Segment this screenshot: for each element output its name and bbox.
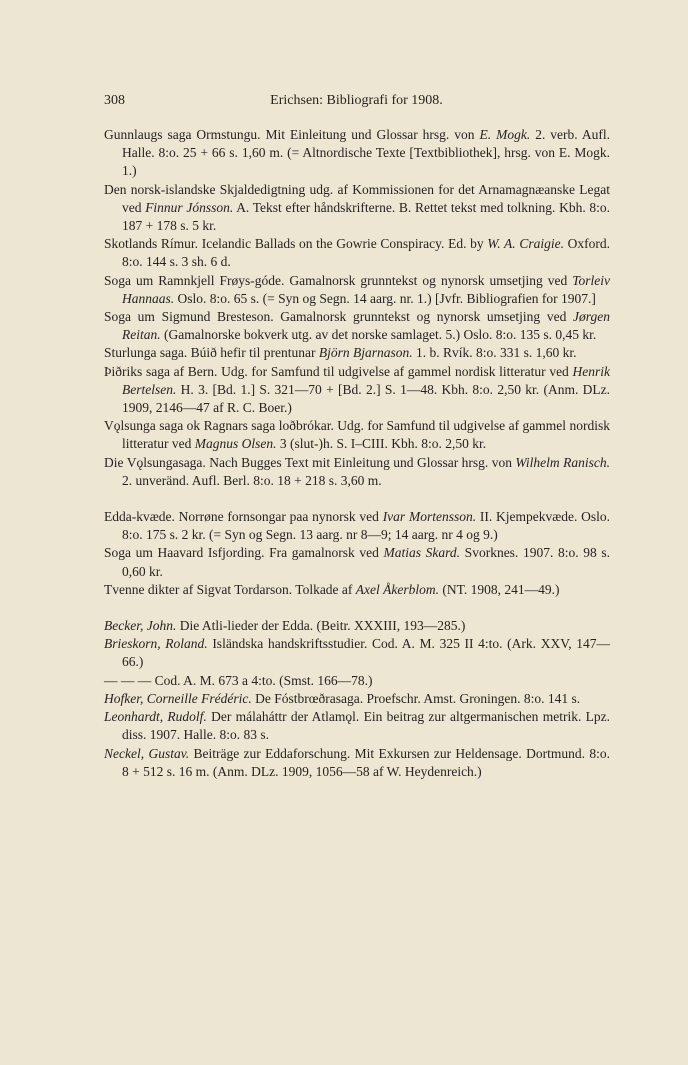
bibliography-entry	[104, 344, 610, 362]
bibliography-entry	[104, 235, 610, 271]
entry-author-editor: Matias Skard.	[383, 545, 461, 561]
entry-text: Tvenne dikter af Sigvat Tordarson. Tolkade af	[104, 581, 356, 597]
entry-text: Sturlunga saga. Búið hefir til prentunar	[104, 345, 319, 361]
entry-author-editor: Magnus Olsen.	[194, 436, 277, 452]
entry-author-editor: Axel Åkerblom.	[355, 581, 440, 597]
section-gap	[104, 599, 610, 617]
entry-text: (Gamalnorske bokverk utg. av det norske samlaget. 5.) Oslo. 8:o. 135 s. 0,45 kr.	[160, 327, 597, 343]
entry-text: Oslo. 8:o. 65 s. (= Syn og Segn. 14 aarg. nr. 1.) [Jvfr. Bibliografien for 1907.]	[174, 290, 596, 306]
bibliography-entry	[104, 617, 610, 635]
entry-text: Vǫlsunga saga ok Ragnars saga loðbrókar. Udg. for Samfund til udgivelse af gammel nordisk litteratur ved	[104, 418, 610, 452]
section-gap	[104, 490, 610, 508]
bibliography-entry	[104, 272, 610, 308]
bibliography-entry	[104, 454, 610, 490]
page-number: 308	[104, 93, 125, 108]
entry-text: Soga um Sigmund Bresteson. Gamalnorsk grunntekst og nynorsk umsetjing ved	[104, 309, 573, 325]
bibliography-entry	[104, 126, 610, 181]
bibliography-entry	[104, 417, 610, 453]
bibliography-entry	[104, 508, 610, 544]
entry-author-editor: Wilhelm Ranisch.	[515, 454, 610, 470]
entry-text: Die Vǫlsungasaga. Nach Bugges Text mit Einleitung und Glossar hrsg. von	[104, 454, 516, 470]
entry-text: 1. b. Rvík. 8:o. 331 s. 1,60 kr.	[412, 345, 577, 361]
entry-author-editor: Torleiv Hannaas.	[122, 272, 610, 306]
entry-text: Den norsk-islandske Skjaldedigtning udg. af Kommissionen for det Arnamagnæanske Legat ved	[104, 181, 610, 215]
bibliography-entry	[104, 635, 610, 671]
entry-author-editor: Leonhardt, Rudolf.	[104, 709, 207, 725]
entry-author-editor: W. A. Craigie.	[487, 236, 564, 252]
entry-text: Svorknes. 1907. 8:o. 98 s. 0,60 kr.	[122, 545, 610, 579]
entry-author-editor: Jørgen Reitan.	[122, 309, 610, 343]
bibliography-entry	[104, 308, 610, 344]
bibliography-body	[104, 126, 610, 781]
entry-text: (NT. 1908, 241—49.)	[439, 581, 560, 597]
bibliography-entry	[104, 544, 610, 580]
entry-text: A. Tekst efter håndskrifterne. B. Rettet tekst med tolkning. Kbh. 8:o. 187 + 178 s. 5 kr.	[122, 199, 611, 234]
bibliography-entry	[104, 581, 610, 599]
entry-text: Der málaháttr der Atlamǫl. Ein beitrag zur altgermanischen metrik. Lpz. diss. 1907. Halle. 8:o. 83 s.	[122, 709, 610, 743]
entry-author-editor: Neckel, Gustav.	[104, 745, 190, 761]
entry-author-editor: Becker, John.	[104, 618, 177, 634]
entry-text: Skotlands Rímur. Icelandic Ballads on the Gowrie Conspiracy. Ed. by	[104, 236, 488, 252]
entry-author-editor: Brieskorn, Roland.	[104, 636, 208, 652]
entry-text: Isländska handskriftsstudier. Cod. A. M. 325 II 4:to. (Ark. XXV, 147—66.)	[122, 636, 610, 670]
entry-text: Die Atli-lieder der Edda. (Beitr. XXXIII, 193—285.)	[176, 618, 466, 634]
entry-text: Beiträge zur Eddaforschung. Mit Exkursen zur Heldensage. Dortmund. 8:o. 8 + 512 s. 16 m. (Anm. DLz. 1909, 1056—58 af W. Heydenreich.)	[122, 745, 611, 779]
bibliography-entry	[104, 672, 610, 690]
entry-text: H. 3. [Bd. 1.] S. 321—70 + [Bd. 2.] S. 1—48. Kbh. 8:o. 2,50 kr. (Anm. DLz. 1909, 2146—47 af R. C. Boer.)	[122, 381, 610, 416]
entry-text: Soga um Ramnkjell Frøys-góde. Gamalnorsk grunntekst og nynorsk umsetjing ved	[104, 272, 573, 288]
entry-text: 2. unveränd. Aufl. Berl. 8:o. 18 + 218 s. 3,60 m.	[122, 472, 382, 488]
entry-author-editor: Hofker, Corneille Frédéric.	[104, 690, 252, 706]
entry-text: De Fóstbrœðrasaga. Proefschr. Amst. Groningen. 8:o. 141 s.	[251, 690, 581, 706]
entry-text: Þiðriks saga af Bern. Udg. for Samfund til udgivelse af gammel nordisk litteratur ved	[104, 363, 573, 379]
entry-author-editor: Ivar Mortensson.	[382, 509, 477, 525]
entry-text: 2. verb. Aufl. Halle. 8:o. 25 + 66 s. 1,60 m. (= Altnordische Texte [Textbibliothek], hrsg. von E. Mogk. 1.)	[122, 127, 611, 179]
bibliography-entry	[104, 708, 610, 744]
entry-author-editor: Finnur Jónsson.	[145, 199, 234, 215]
entry-author-editor: E. Mogk.	[479, 127, 531, 142]
entry-text: Gunnlaugs saga Ormstungu. Mit Einleitung und Glossar hrsg. von	[104, 127, 480, 142]
entry-text: Soga um Haavard Isfjording. Fra gamalnorsk ved	[104, 545, 384, 561]
entries-section-translations	[104, 508, 610, 599]
entry-author-editor: Henrik Bertelsen.	[122, 363, 610, 397]
bibliography-entry	[104, 745, 610, 781]
running-title: Erichsen: Bibliografi for 1908.	[270, 93, 443, 108]
entries-section-editions	[104, 126, 610, 490]
entry-text: Oxford. 8:o. 144 s. 3 sh. 6 d.	[122, 236, 610, 270]
bibliography-entry	[104, 363, 610, 418]
bibliography-entry	[104, 690, 610, 708]
bibliography-entry	[104, 181, 610, 236]
entries-section-studies	[104, 617, 610, 781]
page-header	[104, 93, 609, 113]
entry-text: — — — Cod. A. M. 673 a 4:to. (Smst. 166—78.)	[104, 672, 373, 688]
entry-author-editor: Björn Bjarnason.	[318, 345, 413, 361]
entry-text: 3 (slut-)h. S. I–CIII. Kbh. 8:o. 2,50 kr.	[276, 436, 487, 452]
entry-text: Edda-kvæde. Norrøne fornsongar paa nynorsk ved	[104, 509, 383, 525]
entry-text: II. Kjempekvæde. Oslo. 8:o. 175 s. 2 kr. (= Syn og Segn. 13 aarg. nr 8—9; 14 aarg. nr 4 og 9.)	[122, 509, 610, 543]
